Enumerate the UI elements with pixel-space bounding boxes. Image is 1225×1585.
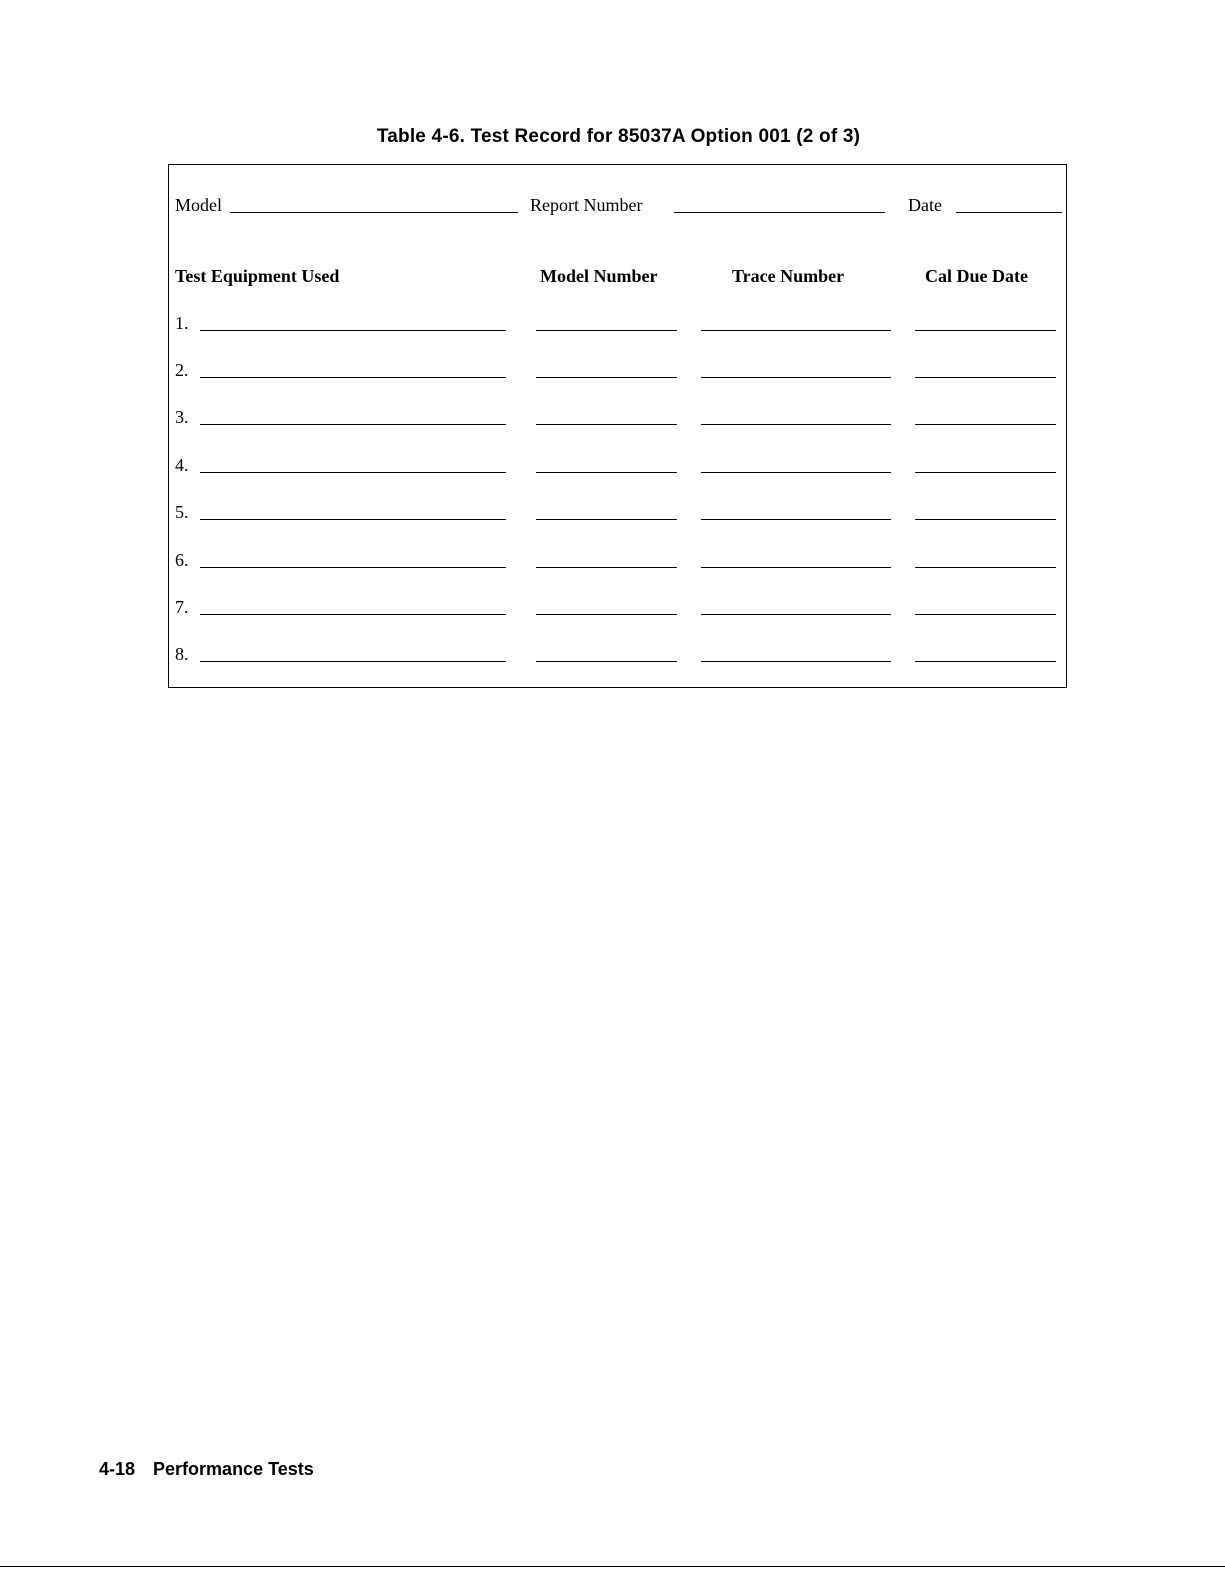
equipment-field[interactable] xyxy=(200,472,506,473)
column-header-trace-number: Trace Number xyxy=(732,266,845,286)
report-number-field[interactable] xyxy=(674,212,885,213)
test-record-form xyxy=(168,164,1067,688)
row-number: 1. xyxy=(175,313,189,333)
model-number-field[interactable] xyxy=(536,424,677,425)
model-number-field[interactable] xyxy=(536,472,677,473)
cal-due-date-field[interactable] xyxy=(915,661,1056,662)
trace-number-field[interactable] xyxy=(701,424,891,425)
model-field[interactable] xyxy=(230,212,518,213)
row-number: 6. xyxy=(175,550,189,570)
column-header-equipment: Test Equipment Used xyxy=(175,266,340,286)
equipment-field[interactable] xyxy=(200,614,506,615)
report-number-label: Report Number xyxy=(530,195,643,215)
cal-due-date-field[interactable] xyxy=(915,567,1056,568)
model-number-field[interactable] xyxy=(536,661,677,662)
trace-number-field[interactable] xyxy=(701,519,891,520)
row-number: 7. xyxy=(175,597,189,617)
cal-due-date-field[interactable] xyxy=(915,377,1056,378)
equipment-row xyxy=(169,313,1066,343)
row-number: 8. xyxy=(175,644,189,664)
equipment-row xyxy=(169,360,1066,390)
trace-number-field[interactable] xyxy=(701,472,891,473)
model-number-field[interactable] xyxy=(536,567,677,568)
equipment-row xyxy=(169,407,1066,437)
cal-due-date-field[interactable] xyxy=(915,472,1056,473)
equipment-row xyxy=(169,550,1066,580)
date-field[interactable] xyxy=(956,212,1062,213)
cal-due-date-field[interactable] xyxy=(915,330,1056,331)
trace-number-field[interactable] xyxy=(701,567,891,568)
equipment-row xyxy=(169,455,1066,485)
row-number: 3. xyxy=(175,407,189,427)
row-number: 5. xyxy=(175,502,189,522)
date-label: Date xyxy=(908,195,942,215)
trace-number-field[interactable] xyxy=(701,614,891,615)
page-footer xyxy=(99,1459,314,1480)
equipment-row xyxy=(169,644,1066,674)
trace-number-field[interactable] xyxy=(701,661,891,662)
section-title: Performance Tests xyxy=(153,1459,314,1479)
model-number-field[interactable] xyxy=(536,519,677,520)
equipment-field[interactable] xyxy=(200,330,506,331)
cal-due-date-field[interactable] xyxy=(915,614,1056,615)
cal-due-date-field[interactable] xyxy=(915,424,1056,425)
equipment-row xyxy=(169,597,1066,627)
cal-due-date-field[interactable] xyxy=(915,519,1056,520)
trace-number-field[interactable] xyxy=(701,330,891,331)
model-label: Model xyxy=(175,195,222,215)
model-number-field[interactable] xyxy=(536,330,677,331)
model-number-field[interactable] xyxy=(536,377,677,378)
equipment-field[interactable] xyxy=(200,377,506,378)
row-number: 2. xyxy=(175,360,189,380)
trace-number-field[interactable] xyxy=(701,377,891,378)
equipment-field[interactable] xyxy=(200,424,506,425)
column-header-model-number: Model Number xyxy=(540,266,658,286)
equipment-row xyxy=(169,502,1066,532)
equipment-field[interactable] xyxy=(200,567,506,568)
page-number: 4-18 xyxy=(99,1459,136,1479)
equipment-field[interactable] xyxy=(200,661,506,662)
column-header-cal-due-date: Cal Due Date xyxy=(925,266,1028,286)
bottom-divider xyxy=(0,1566,1225,1567)
equipment-field[interactable] xyxy=(200,519,506,520)
model-number-field[interactable] xyxy=(536,614,677,615)
row-number: 4. xyxy=(175,455,189,475)
table-caption: Table 4-6. Test Record for 85037A Option 001 (2 of 3) xyxy=(376,126,861,147)
